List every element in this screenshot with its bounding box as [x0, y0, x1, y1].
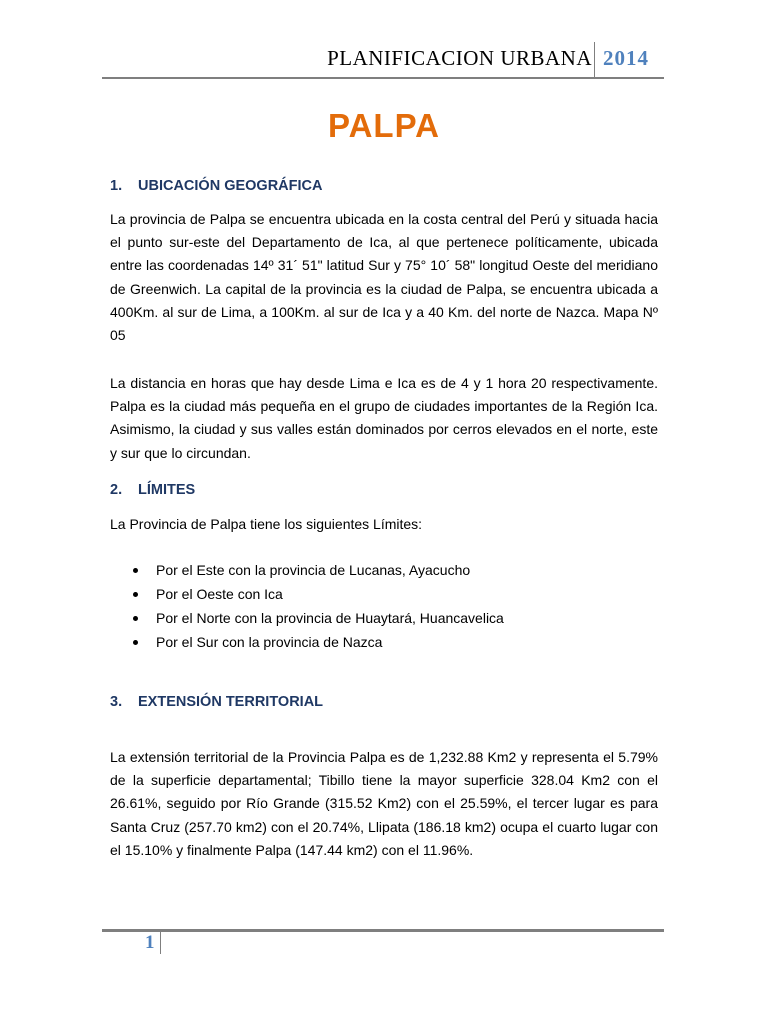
- bullet-icon: [133, 592, 138, 597]
- header-title: PLANIFICACION URBANA: [327, 46, 592, 70]
- page-number: 1: [145, 932, 155, 953]
- bullet-icon: [133, 616, 138, 621]
- header-year: 2014: [603, 46, 649, 70]
- section-heading-limites: [110, 482, 195, 498]
- section-heading-extension: [110, 694, 323, 710]
- header-rule: [102, 77, 664, 79]
- list-item: [110, 630, 658, 654]
- limits-list: [110, 558, 658, 654]
- section-number: 1.: [110, 178, 123, 194]
- list-item-text: Por el Norte con la provincia de Huaytará, Huancavelica: [156, 610, 504, 626]
- paragraph-ubicacion-2: La distancia en horas que hay desde Lima e Ica es de 4 y 1 hora 20 respectivamente. Palpa es la ciudad más pequeña en el grupo de ciudades importantes de la Región Ica. Asimismo, la ciudad y sus valles están dominados por cerros elevados en el norte, este y sur que lo circundan.: [110, 375, 658, 461]
- footer-divider: [160, 930, 161, 954]
- section-number: 2.: [110, 482, 123, 498]
- list-item-text: Por el Sur con la provincia de Nazca: [156, 634, 383, 650]
- bullet-icon: [133, 640, 138, 645]
- section-title: LÍMITES: [138, 482, 196, 498]
- section-heading-ubicacion: [110, 178, 322, 194]
- list-item-text: Por el Este con la provincia de Lucanas, Ayacucho: [156, 562, 471, 578]
- section-title: EXTENSIÓN TERRITORIAL: [138, 694, 324, 710]
- list-item: [110, 606, 658, 630]
- section-title: UBICACIÓN GEOGRÁFICA: [138, 178, 323, 194]
- list-item: [110, 582, 658, 606]
- footer-rule: [102, 929, 664, 932]
- paragraph-extension: La extensión territorial de la Provincia Palpa es de 1,232.88 Km2 y representa el 5.79% de la superficie departamental; Tibillo tiene la mayor superficie 328.04 Km2 con el 26.61%, seguido por Río Grande (315.52 Km2) con el 25.59%, el tercer lugar es para Santa Cruz (257.70 km2) con el 20.74%, Llipata (186.18 km2) ocupa el cuarto lugar con el 15.10% y finalmente Palpa (147.44 km2) con el 11.96%.: [110, 749, 658, 858]
- bullet-icon: [133, 568, 138, 573]
- list-item-text: Por el Oeste con Ica: [156, 586, 283, 602]
- section-number: 3.: [110, 694, 123, 710]
- header-divider: [594, 42, 595, 78]
- paragraph-limites-intro: La Provincia de Palpa tiene los siguientes Límites:: [110, 516, 423, 532]
- list-item: [110, 558, 658, 582]
- paragraph-ubicacion-1: La provincia de Palpa se encuentra ubicada en la costa central del Perú y situada hacia el punto sur-este del Departamento de Ica, al que pertenece políticamente, ubicada entre las coordenadas 14º 31´ 51" latitud Sur y 75° 10´ 58" longitud Oeste del meridiano de Greenwich. La capital de la provincia es la ciudad de Palpa, se encuentra ubicada a 400Km. al sur de Lima, a 100Km. al sur de Ica y a 40 Km. del norte de Nazca. Mapa Nº 05: [110, 211, 658, 344]
- document-title: PALPA: [328, 107, 440, 144]
